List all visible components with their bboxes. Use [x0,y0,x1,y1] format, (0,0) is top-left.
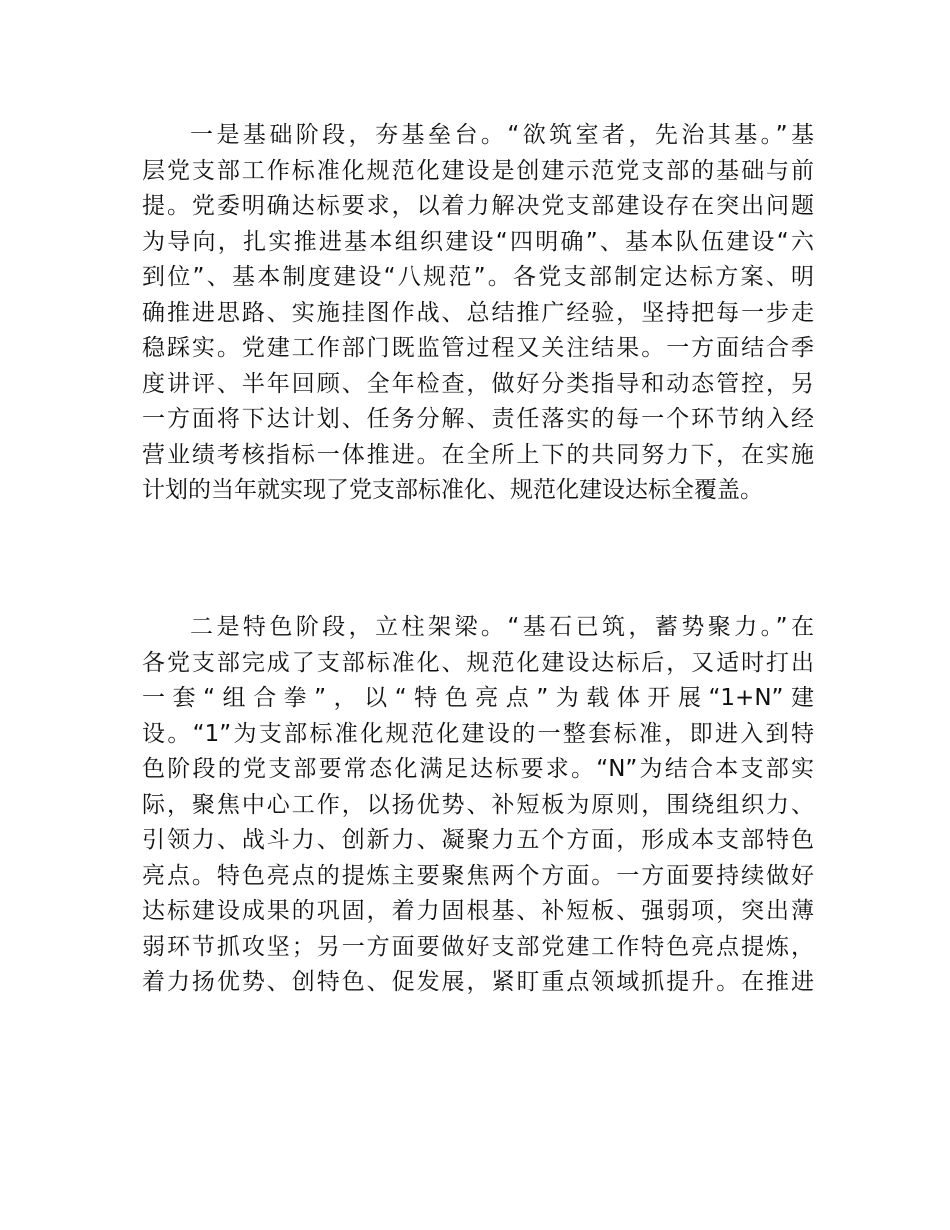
paragraph-line: 一套“组合拳”，以“特色亮点”为载体开展“1+N”建 [142,685,814,711]
paragraph-line: 度讲评、半年回顾、全年检查，做好分类指导和动态管控，另 [142,370,814,397]
paragraph-line: 确推进思路、实施挂图作战、总结推广经验，坚持把每一步走 [142,299,814,326]
paragraph-line: 达标建设成果的巩固，着力固根基、补短板、强弱项，突出薄 [142,898,814,924]
paragraph-line: 色阶段的党支部要常态化满足达标要求。“N”为结合本支部实 [142,756,814,782]
paragraph-line: 稳踩实。党建工作部门既监管过程又关注结果。一方面结合季 [142,335,814,361]
paragraph-line: 二是特色阶段，立柱架梁。“基石已筑，蓄势聚力。”在 [190,614,814,640]
paragraph-line: 亮点。特色亮点的提炼主要聚焦两个方面。一方面要持续做好 [142,862,814,889]
paragraph-line: 着力扬优势、创特色、促发展，紧盯重点领域抓提升。在推进 [142,969,814,995]
paragraph-line: 为导向，扎实推进基本组织建设“四明确”、基本队伍建设“六 [142,228,814,255]
paragraph-line: 到位”、基本制度建设“八规范”。各党支部制定达标方案、明 [142,264,814,290]
paragraph-characteristic-stage [142,610,814,1001]
paragraph-line: 提。党委明确达标要求，以着力解决党支部建设存在突出问题 [142,193,814,219]
paragraph-line: 一是基础阶段，夯基垒台。“欲筑室者，先治其基。”基 [190,122,814,148]
paragraph-line: 弱环节抓攻坚；另一方面要做好支部党建工作特色亮点提炼， [142,933,814,960]
paragraph-line: 层党支部工作标准化规范化建设是创建示范党支部的基础与前 [142,157,814,184]
paragraph-line: 各党支部完成了支部标准化、规范化建设达标后，又适时打出 [142,649,814,676]
paragraph-line: 际，聚焦中心工作，以扬优势、补短板为原则，围绕组织力、 [142,791,814,818]
paragraph-line: 设。“1”为支部标准化规范化建设的一整套标准，即进入到特 [142,720,814,747]
paragraph-line: 一方面将下达计划、任务分解、责任落实的每一个环节纳入经 [142,406,814,432]
paragraph-foundation-stage [142,118,814,509]
paragraph-line: 营业绩考核指标一体推进。在全所上下的共同努力下，在实施 [142,441,814,468]
paragraph-line: 计划的当年就实现了党支部标准化、规范化建设达标全覆盖。 [142,477,763,503]
paragraph-line: 引领力、战斗力、创新力、凝聚力五个方面，形成本支部特色 [142,827,814,853]
